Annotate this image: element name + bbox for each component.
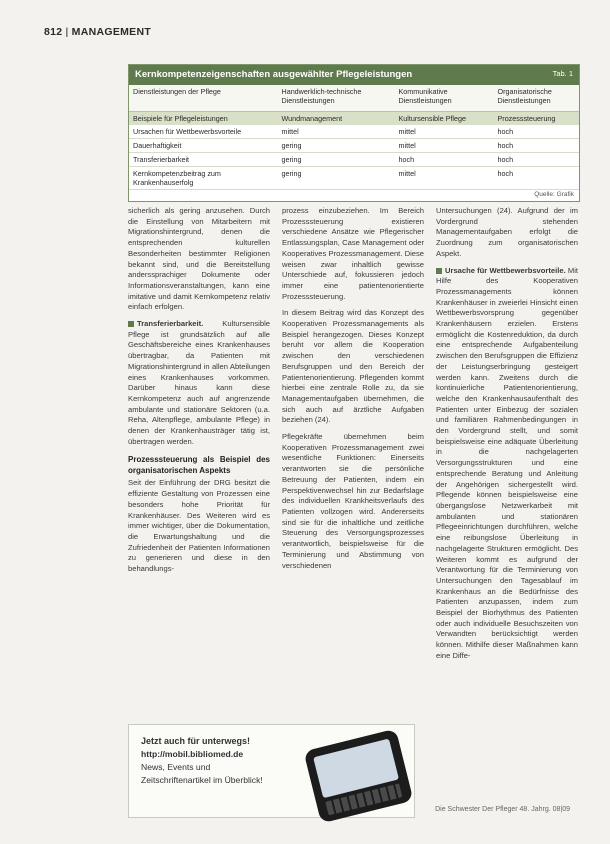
- table-source: Quelle: Grafik: [534, 191, 574, 198]
- table-title: Kernkompetenzeigenschaften ausgewählter Pflegeleistungen: [135, 69, 413, 80]
- mobile-ad-box[interactable]: [128, 724, 415, 818]
- column-header: Dienstleistungen der Pflege: [129, 85, 278, 112]
- table-cell: Kultursensible Pflege: [395, 112, 494, 126]
- page-header: [44, 26, 151, 38]
- paragraph-text: Mit Hilfe des Kooperativen Prozessmanagements können Krankenhäuser in zweierlei Hinsicht einen Wettbewerbsvorsprung gegenüber Krankenhäusern erzielen. Erstens ermöglicht die Kostenreduktion, da durch eine entsprechende Aufgabenteilung zwischen den Berufsgruppen die Effizienz der Leistungserbringung gesteigert werden kann. Zweitens durch die kontinuierliche Patientenorientierung, welche den Krankenhausaufenthalt des Patienten unter Einbezug der sozialen und familiären Rahmenbedingungen in den Vordergrund stellt, und somit beispielsweise eine adäquate Überleitung in die nachgelagerten Versorgungsstrukturen und eine entsprechende Beratung und Anleitung der Angehörigen sichergestellt wird. Pflegende können beispielsweise eine übergangslose Netzwerkarbeit mit ambulanten und stationären Pflegeeinrichtungen durchführen, welche eine reibungslose Überleitung in nachgelagerte Strukturen ermöglicht. Des Weiteren kommt es aufgrund der Verantwortung für die Terminierung von Untersuchungen den Tagesablauf im Krankenhaus an die Bedürfnisse des Patienten anzupassen, indem zum Beispiel der Biorhythmus des Patienten oder auch individuelle Besuchszeiten von Verwandten berücksichtigt werden können. Mithilfe dieser Maßnahmen kann eine Diffe-: [436, 265, 578, 660]
- bullet-square-icon: [436, 268, 442, 274]
- ad-text: [141, 735, 316, 787]
- table-cell: hoch: [494, 139, 580, 153]
- table-cell: hoch: [395, 153, 494, 167]
- paragraph-lead: Transferierbarkeit.: [137, 319, 204, 329]
- table-subheader-row: [129, 112, 579, 126]
- ad-line: Zeitschriftenartikel im Überblick!: [141, 775, 263, 785]
- table-cell: Ursachen für Wettbewerbsvorteile: [129, 125, 278, 139]
- bullet-square-icon: [128, 321, 134, 327]
- ad-title: Jetzt auch für unterwegs!: [141, 736, 251, 746]
- section-title: MANAGEMENT: [71, 26, 152, 38]
- paragraph: Pflegekräfte übernehmen beim Kooperativen Prozessmanagement zwei wesentliche Funktionen: Einerseits verantworten sie die persönliche Betreuung der Patienten, indem ein Perspektivenwechsel hin zur Bedarfslage des individuellen Krankheitsverlaufs des Patienten vollzogen wird. Andererseits sind sie für die inhaltliche und zeitliche Steuerung des Versorgungsprozesses verantwortlich, beispielsweise für die Terminierung und Abstimmung von verschiedenen: [282, 432, 424, 570]
- column-header: Kommunikative Dienstleistungen: [395, 85, 494, 112]
- table-cell: mittel: [278, 125, 395, 139]
- table-cell: mittel: [395, 167, 494, 190]
- table-cell: hoch: [494, 153, 580, 167]
- ad-line: News, Events und: [141, 762, 211, 772]
- article-column-3: [436, 206, 578, 668]
- table-cell: gering: [278, 167, 395, 190]
- table-cell: Kernkompetenzbeitrag zum Krankenhauserfolg: [129, 167, 278, 190]
- table-cell: mittel: [395, 125, 494, 139]
- paragraph: sicherlich als gering anzusehen. Durch die Einstellung von Mitarbeitern mit Migrationshintergrund, denen die entsprechenden kulturellen Besonderheiten bestimmter Religionen bekannt sind, und die Bereitstellung anderssprachiger Dokumente oder Informationsveranstaltungen, kann eine imitative und damit Kernkompetenz relativ einfach erfolgen.: [128, 206, 270, 312]
- column-header: Organisatorische Dienstleistungen: [494, 85, 580, 112]
- paragraph: prozess einzubeziehen. Im Bereich Prozesssteuerung existieren verschiedene Ansätze wie Pflegerischer Entlassungsplan, Case Management oder Kooperatives Prozessmanagement. Diese weisen zwar inhaltlich gewisse Unterschiede auf, fokussieren jedoch immer eine patientenorientierte Prozesssteuerung.: [282, 206, 424, 301]
- paragraph-with-lead: [436, 266, 578, 662]
- paragraph: In diesem Beitrag wird das Konzept des Kooperativen Prozessmanagements als Beispiel herangezogen. Dieses Konzept beruht vor allem die Kooperation zwischen den verschiedenen Berufsgruppen und den Bereich der Patientenorientierung. Pflegenden kommt hierbei eine zentrale Rolle zu, da sie Managementaufgaben übernehmen, die sich auch auf ärztliche Aufgaben beziehen (24).: [282, 308, 424, 425]
- table-title-bar: [129, 65, 579, 85]
- table-row: [129, 153, 579, 167]
- header-separator: |: [65, 26, 69, 38]
- paragraph: Seit der Einführung der DRG besitzt die effiziente Gestaltung von Prozessen eine besonders hohe Priorität für Krankenhäuser. Des Weiteren wird es immer wichtiger, über die Dokumentation, die Erwartungshaltung und die Zufriedenheit der Patienten Informationen zu generieren und diese in den behandlungs-: [128, 478, 270, 574]
- table-cell: mittel: [395, 139, 494, 153]
- table-header-row: [129, 85, 579, 112]
- page-footer: Die Schwester Der Pfleger 48. Jahrg. 08|09: [435, 806, 570, 813]
- column-header: Handwerklich-technische Dienstleistungen: [278, 85, 395, 112]
- competence-table: [128, 64, 580, 202]
- table-cell: Transferierbarkeit: [129, 153, 278, 167]
- article-body: [128, 206, 578, 811]
- article-column-2: [282, 206, 424, 577]
- table-row: [129, 139, 579, 153]
- table-cell: Prozesssteuerung: [494, 112, 580, 126]
- paragraph-with-lead: [128, 319, 270, 447]
- table-row: [129, 167, 579, 190]
- article-column-1: [128, 206, 270, 581]
- table-cell: Beispiele für Pflegeleistungen: [129, 112, 278, 126]
- table-cell: hoch: [494, 125, 580, 139]
- section-subheading: Prozesssteuerung als Beispiel des organisatorischen Aspekts: [128, 455, 270, 475]
- smartphone-icon: [303, 729, 413, 824]
- paragraph-text: Kultursensible Pflege ist grundsätzlich auf alle Geschäftsbereiche eines Krankenhauses übertragbar, da Patienten mit Migrationshintergrund in allen Abteilungen eines Krankenhauses vorkommen. Darüber hinaus kann diese Kernkompetenz auch auf angrenzende ambulante und stationäre Sektoren (u.a. Reha, Altenpflege, ambulante Pflege) in denen der Krankenhausträger tätig ist, übertragen werden.: [128, 319, 270, 446]
- page-number: 812: [44, 26, 63, 38]
- table-row: [129, 125, 579, 139]
- table-tab-label: Tab. 1: [552, 69, 573, 78]
- table-cell: hoch: [494, 167, 580, 190]
- ad-url-link[interactable]: http://mobil.bibliomed.de: [141, 749, 244, 759]
- paragraph-lead: Ursache für Wettbewerbsvorteile.: [445, 265, 566, 275]
- table-cell: gering: [278, 153, 395, 167]
- table-grid: [129, 85, 579, 190]
- table-cell: Dauerhaftigkeit: [129, 139, 278, 153]
- paragraph: Untersuchungen (24). Aufgrund der im Vordergrund stehenden Managementaufgaben erfolgt die Zuordnung zum organisatorischen Aspekt.: [436, 206, 578, 258]
- table-cell: gering: [278, 139, 395, 153]
- table-cell: Wundmanagement: [278, 112, 395, 126]
